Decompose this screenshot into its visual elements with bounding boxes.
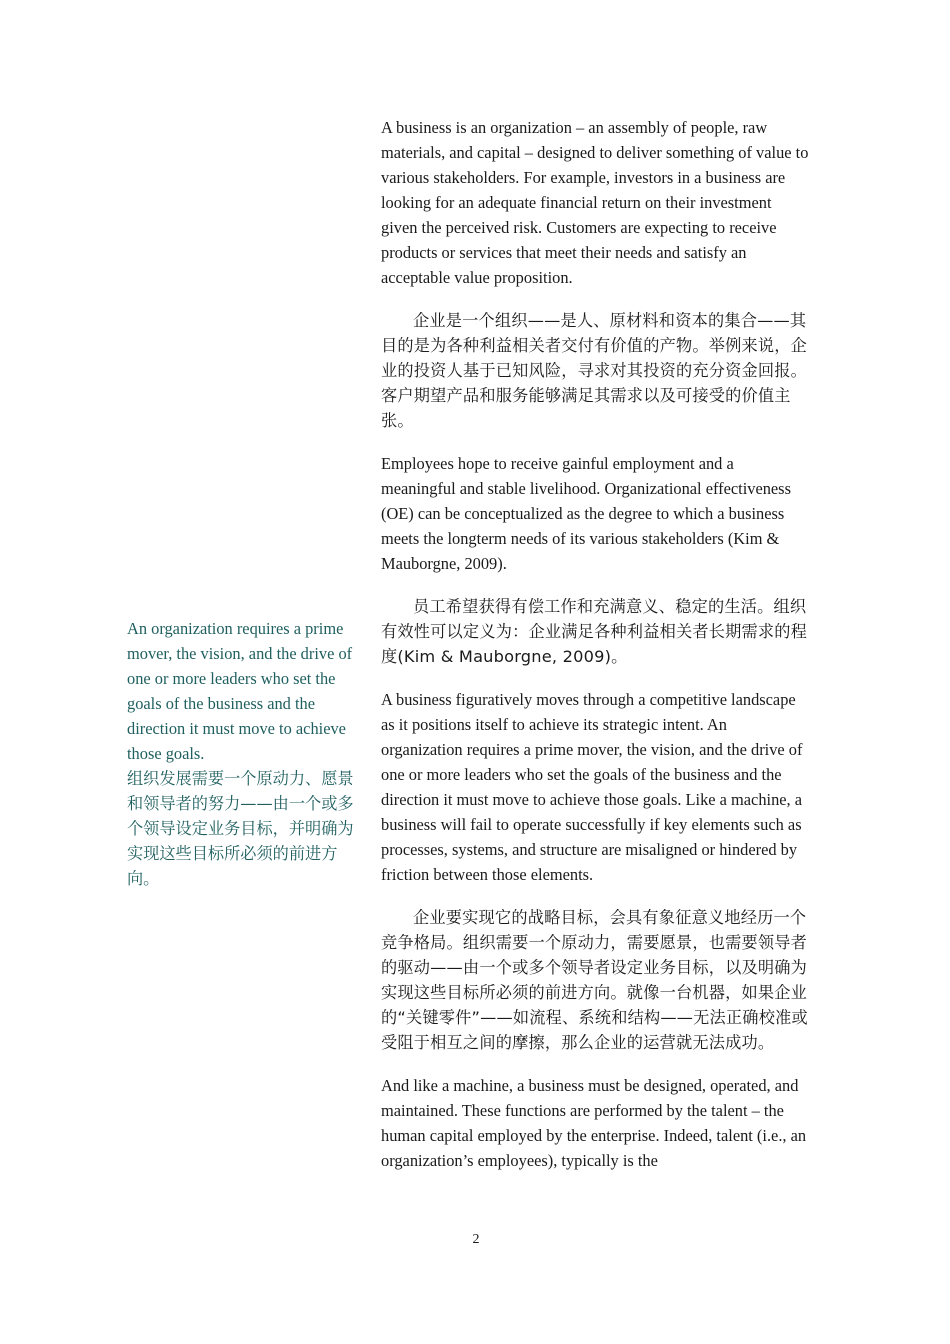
paragraph-business-definition: A business is an organization – an assembly of people, raw materials, and capital – designed to deliver something of value to various stakeholders. For example, investors in a business are looking for an adequate financial return on their investment given the perceived risk. Customers are expecting to receive products or services that meet their needs and satisfy an acceptable value proposition. [381,118,809,287]
page-number: 2 [472,1232,480,1247]
paragraph-employees-zh: 员工希望获得有偿工作和充满意义、稳定的生活。组织有效性可以定义为：企业满足各种利益相关者长期需求的程度(Kim & Mauborgne, 2009)。 [381,597,808,666]
paragraph-business-definition-zh: 企业是一个组织——是人、原材料和资本的集合——其目的是为各种利益相关者交付有价值的产物。举例来说，企业的投资人基于已知风险，寻求对其投资的充分资金回报。客户期望产品和服务能够满足其需求以及可接受的价值主张。 [381,311,808,430]
sidebar-pull-quote [127,616,357,891]
paragraph-competitive-landscape: A business figuratively moves through a competitive landscape as it positions itself to achieve its strategic intent. An organization requires a prime mover, the vision, and the drive of one or more leaders who set the goals of the business and the direction it must move to achieve those goals. Like a machine, a business will fail to operate successfully if key elements such as processes, systems, and structure are misaligned or hindered by friction between those elements. [381,690,803,884]
paragraph-competitive-landscape-zh: 企业要实现它的战略目标，会具有象征意义地经历一个竞争格局。组织需要一个原动力，需要愿景，也需要领导者的驱动——由一个或多个领导者设定业务目标，以及明确为实现这些目标所必须的前进方向。就像一台机器，如果企业的“关键零件”——如流程、系统和结构——无法正确校准或受阻于相互之间的摩擦，那么企业的运营就无法成功。 [381,908,808,1052]
pull-quote-en: An organization requires a prime mover, the vision, and the drive of one or more leaders who set the goals of the business and the direction it must move to achieve those goals. [127,619,353,763]
paragraph-employees: Employees hope to receive gainful employment and a meaningful and stable livelihood. Organizational effectiveness (OE) can be conceptualized as the degree to which a business meets the longterm needs of its various stakeholders (Kim & Mauborgne, 2009). [381,454,791,573]
main-text-column [381,115,809,1191]
pull-quote-zh: 组织发展需要一个原动力、愿景和领导者的努力——由一个或多个领导设定业务目标，并明确为实现这些目标所必须的前进方向。 [127,769,354,888]
paragraph-machine-talent: And like a machine, a business must be designed, operated, and maintained. These functions are performed by the talent – the human capital employed by the enterprise. Indeed, talent (i.e., an organization’s employees), typically is the [381,1076,807,1170]
